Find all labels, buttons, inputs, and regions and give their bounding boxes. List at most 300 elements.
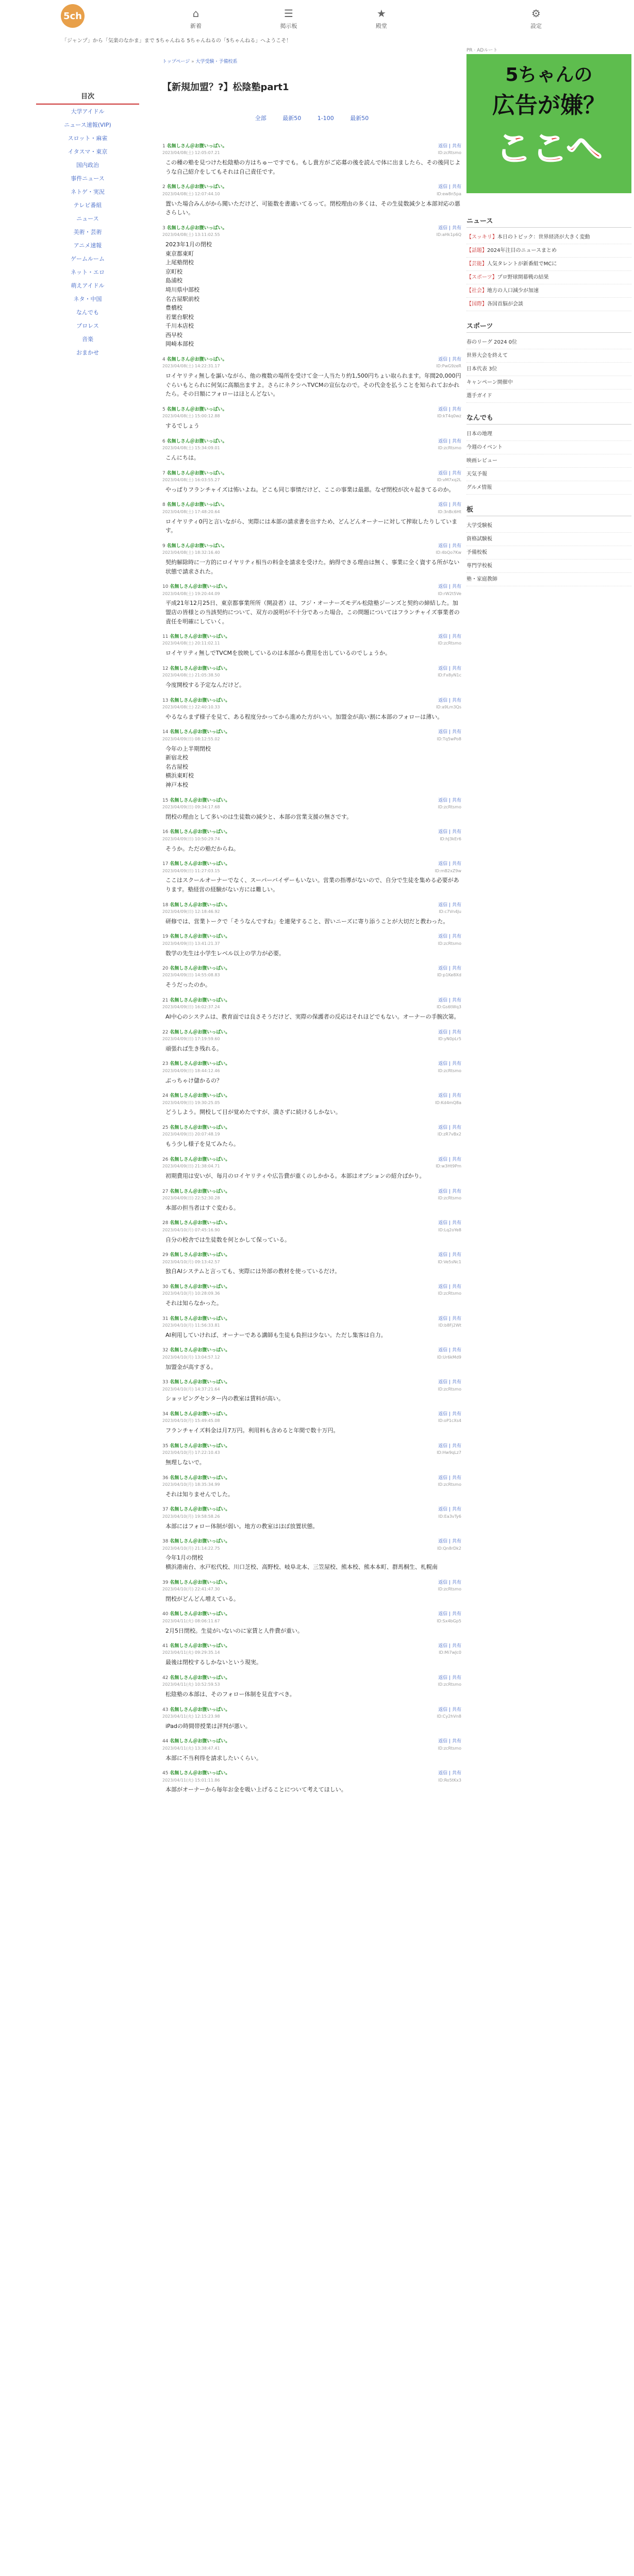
post-actions[interactable]: 返信 | 共有: [438, 1507, 461, 1513]
post-meta: [162, 1386, 461, 1393]
post-actions[interactable]: 返信 | 共有: [438, 1189, 461, 1194]
post: [162, 728, 461, 789]
post-author: [162, 1738, 230, 1745]
post-body: それは知りませんでした。: [165, 1490, 233, 1498]
site-logo[interactable]: 5ch: [61, 4, 85, 28]
sidebar-cat[interactable]: スロット・麻雀: [68, 135, 108, 142]
post: [162, 1611, 461, 1635]
post-actions[interactable]: 返信 | 共有: [438, 1612, 461, 1617]
post-id[interactable]: ID:zcRtsmo: [438, 941, 461, 946]
news-item[interactable]: [466, 271, 631, 284]
post-actions[interactable]: 返信 | 共有: [438, 1061, 461, 1067]
page-links: [162, 114, 461, 122]
news-category: 【国際】: [466, 301, 487, 307]
post-id[interactable]: ID:rW2t5Ve: [438, 591, 461, 596]
post-actions[interactable]: 返信 | 共有: [438, 730, 461, 735]
right-sidebar: [466, 206, 631, 586]
sports-item[interactable]: 世界大会を終えて: [466, 349, 631, 363]
post-header: [162, 1060, 461, 1067]
post-author: [162, 965, 230, 972]
post: [162, 965, 461, 990]
post-number[interactable]: 35: [162, 1443, 169, 1449]
page-link-latest50-b[interactable]: 最新50: [350, 115, 369, 122]
post-actions[interactable]: 返信 | 共有: [438, 1643, 461, 1649]
post-meta: [162, 1259, 461, 1266]
post-name: 名無しさん＠お腹いっぱい。: [166, 357, 227, 363]
post-body: 松陰塾の本部は、そのフォロー体制を見直すべき。: [165, 1691, 295, 1698]
ad-banner[interactable]: [466, 46, 631, 201]
post-id[interactable]: ID:aHk1p6Q: [436, 232, 461, 238]
post-author: [162, 1251, 230, 1259]
post-actions[interactable]: 返信 | 共有: [438, 543, 461, 549]
post-actions[interactable]: 返信 | 共有: [438, 1707, 461, 1713]
post-id[interactable]: ID:zcRtsmo: [438, 1386, 461, 1392]
post-header: [162, 583, 461, 590]
post-body: 研修では、営業トークで「そうなんですね」を連発すること、習いニーズに寄り添うことが大切だと教わった。: [165, 918, 449, 925]
news-category: 【芸能】: [466, 261, 487, 267]
post-number[interactable]: 32: [162, 1348, 169, 1353]
gear-icon: ⚙: [531, 7, 541, 20]
news-item[interactable]: [466, 258, 631, 271]
post-actions[interactable]: 返信 | 共有: [438, 997, 461, 1003]
post-meta: [162, 1586, 461, 1593]
post-name: 名無しさん＠お腹いっぱい。: [166, 543, 227, 549]
post-author: [162, 1283, 230, 1291]
post-author: [162, 633, 230, 640]
sidebar-cat[interactable]: ネタ・中国: [73, 296, 102, 302]
post-number[interactable]: 25: [162, 1125, 169, 1130]
post-actions[interactable]: 返信 | 共有: [438, 584, 461, 590]
news-category: 【話題】: [466, 248, 487, 253]
post-number[interactable]: 36: [162, 1475, 169, 1481]
post-id[interactable]: ID:Sx4bGp5: [437, 1618, 461, 1623]
post-date: 2023/04/10(月) 10:28:09.36: [162, 1291, 220, 1296]
post-actions[interactable]: 返信 | 共有: [438, 1029, 461, 1035]
post-meta: [162, 1068, 461, 1075]
post-number[interactable]: 26: [162, 1157, 169, 1162]
post-id[interactable]: ID:zcRtsmo: [438, 1291, 461, 1296]
post-actions[interactable]: 返信 | 共有: [438, 1221, 461, 1226]
post-number[interactable]: 21: [162, 997, 169, 1003]
board-item[interactable]: 資格試験板: [466, 533, 631, 546]
news-category: 【スポーツ】: [466, 275, 497, 280]
post-actions[interactable]: 返信 | 共有: [438, 666, 461, 671]
post: [162, 583, 461, 626]
post-actions[interactable]: 返信 | 共有: [438, 502, 461, 508]
sports-item[interactable]: 春のリーグ 2024 0位: [466, 336, 631, 349]
post-body: 頑張れば生き残れる。: [165, 1045, 222, 1052]
post-meta: [162, 1323, 461, 1329]
sidebar-cat[interactable]: おまかせ: [76, 349, 99, 356]
post-id[interactable]: ID:Ur6kMd9: [437, 1354, 461, 1360]
sidebar-cat[interactable]: アニメ速報: [73, 242, 102, 249]
post-list: [162, 143, 461, 1794]
board-item[interactable]: 専門学校板: [466, 560, 631, 573]
post-meta: [162, 672, 461, 679]
post-number[interactable]: 12: [162, 666, 169, 671]
post-body: やるならまず様子を見て、ある程度分かってから進めた方がいい。加盟金が高い割に本部のフォローは薄い。: [165, 713, 443, 720]
post-author: [162, 183, 227, 191]
post-number[interactable]: 20: [162, 966, 169, 972]
post-actions[interactable]: 返信 | 共有: [438, 902, 461, 908]
post-id[interactable]: ID:zcRtsmo: [438, 446, 461, 451]
post-number[interactable]: 13: [162, 698, 169, 703]
post-number[interactable]: 5: [162, 407, 165, 413]
post-body: 今年の上半期閉校 新宿北校 名古屋校 横浜東町校 神戸本校: [165, 745, 211, 788]
post-actions[interactable]: 返信 | 共有: [438, 470, 461, 476]
post-actions[interactable]: 返信 | 共有: [438, 829, 461, 835]
sidebar-cat[interactable]: ネトゲ・実況: [71, 189, 105, 195]
post-number[interactable]: 16: [162, 829, 169, 835]
post-number[interactable]: 23: [162, 1061, 169, 1067]
post-author: [162, 1579, 230, 1586]
post-id[interactable]: ID:PwG9zeR: [436, 364, 461, 369]
post-actions[interactable]: 返信 | 共有: [438, 698, 461, 703]
page-link-latest50[interactable]: 最新50: [282, 115, 302, 122]
sidebar-cat[interactable]: 萌えアイドル: [71, 282, 105, 289]
post-date: 2023/04/08(土) 22:40:10.33: [162, 705, 220, 710]
post: [162, 1188, 461, 1213]
post-number[interactable]: 38: [162, 1539, 169, 1545]
news-category: 【スッキリ】: [466, 234, 497, 240]
post-id[interactable]: ID:kT4q0wz: [437, 414, 461, 419]
sidebar-cat[interactable]: 国内政治: [76, 162, 99, 168]
post-body: ロイヤリティ無しを謳いながら、他の複数の場所を受けて金一人当たり約1,500円ちょい取られます。年間20,000円ぐらいもとられに何気に高額出ますよ。さらにネクシヘTVCMの宣伝なので。その代金を払うことを知られておかれたら。その日額にフォローはほとんどない。: [165, 372, 461, 398]
sidebar-cat[interactable]: 音楽: [82, 336, 93, 343]
ad-line1: 5ちゃんの: [505, 64, 593, 86]
post-author: [162, 828, 230, 836]
post-actions[interactable]: 返信 | 共有: [438, 144, 461, 149]
post-number[interactable]: 10: [162, 584, 169, 590]
post-author: [162, 1188, 230, 1195]
post-actions[interactable]: 返信 | 共有: [438, 1380, 461, 1385]
post-body: 平成21年12月25日、東京都事業所所（開設者）は、フジ・オーナーズモデル松陰塾ジーンズと契約の締結した。加盟店の皆様との当該契約について、双方の説明が不十分であった場合。この問題についてはフランチャイズ事業者の責任を明確にしていく。: [165, 600, 460, 625]
post-number[interactable]: 2: [162, 184, 165, 190]
post-id[interactable]: ID:ew8n5pa: [437, 191, 461, 196]
post: [162, 1674, 461, 1699]
post-number[interactable]: 37: [162, 1507, 169, 1513]
nav-hall[interactable]: [351, 7, 412, 30]
post-author: [162, 1475, 230, 1482]
post-actions[interactable]: 返信 | 共有: [438, 1412, 461, 1417]
post-number[interactable]: 42: [162, 1675, 169, 1681]
post-meta: [162, 1514, 461, 1520]
post-id[interactable]: ID:Gs6tWq3: [437, 1005, 461, 1010]
sidebar-cat[interactable]: テレビ番組: [73, 202, 102, 209]
post-author: [162, 1443, 230, 1450]
post-id[interactable]: ID:oP1cXs4: [438, 1418, 461, 1423]
post-number[interactable]: 44: [162, 1739, 169, 1744]
post-meta: [162, 1004, 461, 1011]
misc-item[interactable]: 日本の地理: [466, 428, 631, 441]
post-id[interactable]: ID:Qn8rDk2: [437, 1546, 461, 1551]
post-header: [162, 860, 461, 868]
misc-item[interactable]: 天気予報: [466, 468, 631, 481]
post-date: 2023/04/08(土) 21:05:38.50: [162, 673, 220, 678]
post-id[interactable]: ID:zcRtsmo: [438, 1745, 461, 1751]
post-id[interactable]: ID:yN0pLr5: [438, 1037, 461, 1042]
sidebar-cat[interactable]: ニュース速報(VIP): [64, 122, 111, 128]
post-header: [162, 1029, 461, 1036]
misc-item[interactable]: 今週のイベント: [466, 441, 631, 454]
post-number[interactable]: 8: [162, 502, 165, 508]
post-number[interactable]: 30: [162, 1284, 169, 1290]
post-actions[interactable]: 返信 | 共有: [438, 1093, 461, 1099]
post-date: 2023/04/11(火) 08:06:11.67: [162, 1618, 220, 1623]
post-number[interactable]: 17: [162, 861, 169, 867]
post-number[interactable]: 15: [162, 798, 169, 803]
post-actions[interactable]: 返信 | 共有: [438, 1739, 461, 1744]
post-body: iPadの時間帯授業は評判が悪い。: [165, 1722, 251, 1730]
post-id[interactable]: ID:Kd4mQ8a: [435, 1100, 461, 1105]
post-number[interactable]: 11: [162, 634, 169, 640]
post-id[interactable]: ID:zcRtsmo: [438, 1068, 461, 1073]
post-date: 2023/04/09(日) 22:52:30.28: [162, 1195, 220, 1200]
page-link-all[interactable]: 全部: [255, 115, 266, 122]
post-id[interactable]: ID:a9Lm3Qs: [436, 705, 461, 710]
post-meta: [162, 591, 461, 598]
post-meta: [162, 477, 461, 484]
board-item[interactable]: 塾・家庭教師: [466, 573, 631, 586]
post-meta: [162, 1195, 461, 1202]
ad-image[interactable]: [466, 54, 631, 193]
post-number[interactable]: 14: [162, 730, 169, 735]
post: [162, 1475, 461, 1499]
post-actions[interactable]: 返信 | 共有: [438, 1539, 461, 1545]
post-number[interactable]: 31: [162, 1316, 169, 1321]
post-body: そうだったのか。: [165, 981, 211, 989]
post-actions[interactable]: 返信 | 共有: [438, 1580, 461, 1585]
post-id[interactable]: ID:Mi7wJc0: [439, 1650, 461, 1655]
post-actions[interactable]: 返信 | 共有: [438, 934, 461, 940]
post-actions[interactable]: 返信 | 共有: [438, 357, 461, 363]
post-id[interactable]: ID:zcRtsmo: [438, 1482, 461, 1487]
post-body: 独自AIシステムと言っても、実際には外部の教材を使っているだけ。: [165, 1268, 341, 1275]
post-number[interactable]: 40: [162, 1612, 169, 1617]
sidebar-cat[interactable]: 大学アイドル: [71, 108, 105, 115]
post-number[interactable]: 3: [162, 225, 165, 231]
home-icon: ⌂: [192, 7, 199, 20]
post-number[interactable]: 9: [162, 543, 165, 549]
post-id[interactable]: ID:3nBc6Ht: [438, 509, 461, 514]
post-number[interactable]: 41: [162, 1643, 169, 1649]
post-header: [162, 1219, 461, 1227]
post: [162, 1379, 461, 1403]
post-actions[interactable]: 返信 | 共有: [438, 1771, 461, 1776]
post-actions[interactable]: 返信 | 共有: [438, 438, 461, 444]
post-actions[interactable]: 返信 | 共有: [438, 1443, 461, 1449]
sidebar-cat[interactable]: ニュース: [76, 215, 99, 222]
post: [162, 997, 461, 1022]
post-author: [162, 1029, 230, 1036]
sidebar-cat[interactable]: ゲームルーム: [71, 256, 105, 262]
post-author: [162, 1347, 230, 1354]
post-id[interactable]: ID:b8Fj2Wt: [438, 1323, 461, 1328]
post-number[interactable]: 28: [162, 1221, 169, 1226]
post-number[interactable]: 7: [162, 470, 165, 476]
post-id[interactable]: ID:w3Ht9Pm: [436, 1164, 461, 1169]
post-date: 2023/04/10(月) 07:45:16.90: [162, 1227, 220, 1232]
post-actions[interactable]: 返信 | 共有: [438, 1348, 461, 1353]
post-actions[interactable]: 返信 | 共有: [438, 407, 461, 413]
post-date: 2023/04/09(日) 16:02:37.24: [162, 1005, 220, 1010]
post-author: [162, 665, 230, 672]
sidebar-cat[interactable]: 事件ニュース: [71, 175, 105, 182]
top-nav: [0, 0, 634, 45]
nav-boards[interactable]: [258, 7, 320, 30]
post-number[interactable]: 1: [162, 144, 165, 149]
post-header: [162, 1379, 461, 1386]
post-id[interactable]: ID:Ea3vTy6: [438, 1514, 461, 1519]
post-number[interactable]: 34: [162, 1412, 169, 1417]
post-actions[interactable]: 返信 | 共有: [438, 225, 461, 231]
post-id[interactable]: ID:Hw9qLz7: [437, 1450, 461, 1455]
news-item[interactable]: [466, 284, 631, 298]
post-actions[interactable]: 返信 | 共有: [438, 861, 461, 867]
misc-item[interactable]: 映画レビュー: [466, 454, 631, 468]
post-name: 名無しさん＠お腹いっぱい。: [170, 1675, 230, 1681]
post-actions[interactable]: 返信 | 共有: [438, 1475, 461, 1481]
post-id[interactable]: ID:Ve5sNc1: [438, 1259, 461, 1264]
post-number[interactable]: 4: [162, 357, 165, 363]
news-item[interactable]: [466, 244, 631, 258]
post-id[interactable]: ID:zcRtsmo: [438, 1586, 461, 1591]
post-name: 名無しさん＠お腹いっぱい。: [170, 902, 230, 908]
post-author: [162, 1156, 230, 1163]
post-body: 本部に不当利得を請求したいくらい。: [165, 1754, 262, 1761]
post-id[interactable]: ID:4bQo7Kw: [436, 550, 461, 555]
post-number[interactable]: 6: [162, 438, 165, 444]
post-body: 本部の担当者はすぐ変わる。: [165, 1204, 239, 1211]
post-number[interactable]: 24: [162, 1093, 169, 1099]
post-number[interactable]: 19: [162, 934, 169, 940]
post-actions[interactable]: 返信 | 共有: [438, 1252, 461, 1258]
sidebar-cat[interactable]: ネット・エロ: [71, 269, 105, 276]
post-meta: [162, 972, 461, 979]
post-number[interactable]: 22: [162, 1029, 169, 1035]
post-id[interactable]: ID:zcRtsmo: [438, 150, 461, 156]
post-id[interactable]: ID:zcRtsmo: [438, 641, 461, 646]
post-meta: [162, 1036, 461, 1043]
breadcrumb-board[interactable]: 大学受験・予備校系: [195, 59, 238, 64]
page-link-range[interactable]: 1-100: [317, 115, 334, 122]
post-body: フランチャイズ料金は月7万円。利用料も含めると年間で数十万円。: [165, 1427, 339, 1434]
post-date: 2023/04/08(土) 16:03:55.27: [162, 477, 220, 482]
post-actions[interactable]: 返信 | 共有: [438, 634, 461, 640]
post-number[interactable]: 43: [162, 1707, 169, 1713]
post-actions[interactable]: 返信 | 共有: [438, 1157, 461, 1162]
sports-item[interactable]: キャンペーン開催中: [466, 376, 631, 389]
post: [162, 356, 461, 399]
sports-item[interactable]: 日本代表 3位: [466, 363, 631, 376]
post-number[interactable]: 39: [162, 1580, 169, 1585]
post: [162, 1506, 461, 1531]
post-number[interactable]: 18: [162, 902, 169, 908]
sidebar-cat[interactable]: 美術・芸術: [73, 229, 102, 235]
post-name: 名無しさん＠お腹いっぱい。: [166, 407, 227, 413]
post-header: [162, 1506, 461, 1513]
post-id[interactable]: ID:Ro5tKx3: [438, 1777, 461, 1783]
news-item[interactable]: [466, 298, 631, 311]
nav-new[interactable]: [165, 7, 227, 30]
post-actions[interactable]: 返信 | 共有: [438, 1675, 461, 1681]
sidebar-cat[interactable]: イタスマ・東京: [68, 148, 108, 155]
post: [162, 797, 461, 822]
post-id[interactable]: ID:Lq2oYe8: [438, 1227, 461, 1232]
sports-header: スポーツ: [466, 318, 631, 333]
board-item[interactable]: 予備校板: [466, 546, 631, 560]
post-date: 2023/04/08(土) 17:48:20.64: [162, 509, 220, 514]
post-author: [162, 1379, 230, 1386]
post-number[interactable]: 33: [162, 1380, 169, 1385]
post-header: [162, 1411, 461, 1418]
post-id[interactable]: ID:zcRtsmo: [438, 1682, 461, 1687]
post-number[interactable]: 45: [162, 1771, 169, 1776]
post-header: [162, 543, 461, 550]
sidebar-cat[interactable]: なんでも: [76, 309, 99, 316]
post-actions[interactable]: 返信 | 共有: [438, 966, 461, 972]
post-id[interactable]: ID:Tq5wPo8: [437, 736, 461, 741]
post-actions[interactable]: 返信 | 共有: [438, 1284, 461, 1290]
post: [162, 1156, 461, 1181]
post-meta: [162, 232, 461, 239]
post-author: [162, 797, 230, 804]
post-body: するでしょう: [165, 422, 199, 430]
post-id[interactable]: ID:p1Ke8Xd: [437, 973, 461, 978]
post-id[interactable]: ID:Cy2hVn8: [437, 1714, 461, 1719]
post-date: 2023/04/09(日) 12:18:46.92: [162, 909, 220, 914]
board-item[interactable]: 大学受験板: [466, 519, 631, 533]
breadcrumb-top[interactable]: トップページ: [162, 59, 190, 64]
post-id[interactable]: ID:hJ3kEr6: [440, 836, 461, 841]
post-meta: [162, 1450, 461, 1456]
news-item[interactable]: [466, 231, 631, 244]
post-meta: [162, 1682, 461, 1688]
post: [162, 1443, 461, 1467]
post-id[interactable]: ID:zR7vBx2: [437, 1132, 461, 1137]
post-name: 名無しさん＠お腹いっぱい。: [170, 1125, 230, 1130]
post-id[interactable]: ID:Fx8yN1c: [438, 673, 461, 678]
post-number[interactable]: 27: [162, 1189, 169, 1194]
post-id[interactable]: ID:zcRtsmo: [438, 1195, 461, 1200]
post-actions[interactable]: 返信 | 共有: [438, 798, 461, 803]
post-date: 2023/04/08(土) 15:00:12.88: [162, 414, 220, 419]
post-date: 2023/04/09(日) 11:27:03.15: [162, 868, 220, 873]
nav-hall-label: 殿堂: [376, 23, 387, 29]
post-date: 2023/04/10(月) 21:14:22.75: [162, 1546, 220, 1551]
post-id[interactable]: ID:c7Vn4Ju: [439, 909, 461, 914]
sports-item[interactable]: 選手ガイド: [466, 389, 631, 403]
post-name: 名無しさん＠お腹いっぱい。: [170, 1380, 230, 1385]
post-actions[interactable]: 返信 | 共有: [438, 1316, 461, 1321]
post-body: ロイヤリティ無しでTVCMを放映しているのは本部から費用を出しているのでしょうか。: [165, 650, 391, 657]
post-actions[interactable]: 返信 | 共有: [438, 184, 461, 190]
post-id[interactable]: ID:vM7xq2L: [437, 477, 461, 482]
post-date: 2023/04/11(火) 15:01:11.86: [162, 1777, 220, 1783]
post-name: 名無しさん＠お腹いっぱい。: [166, 225, 227, 231]
misc-item[interactable]: グルメ情報: [466, 481, 631, 495]
post-meta: [162, 1354, 461, 1361]
post-number[interactable]: 29: [162, 1252, 169, 1258]
nav-settings[interactable]: [505, 7, 567, 30]
post-header: [162, 1092, 461, 1099]
post-id[interactable]: ID:zcRtsmo: [438, 804, 461, 809]
post-date: 2023/04/10(月) 13:04:57.12: [162, 1354, 220, 1360]
post-actions[interactable]: 返信 | 共有: [438, 1125, 461, 1130]
post-id[interactable]: ID:mB2xZ9w: [435, 868, 461, 873]
sidebar-cat[interactable]: プロレス: [76, 323, 99, 329]
post-name: 名無しさん＠お腹いっぱい。: [170, 1707, 230, 1713]
